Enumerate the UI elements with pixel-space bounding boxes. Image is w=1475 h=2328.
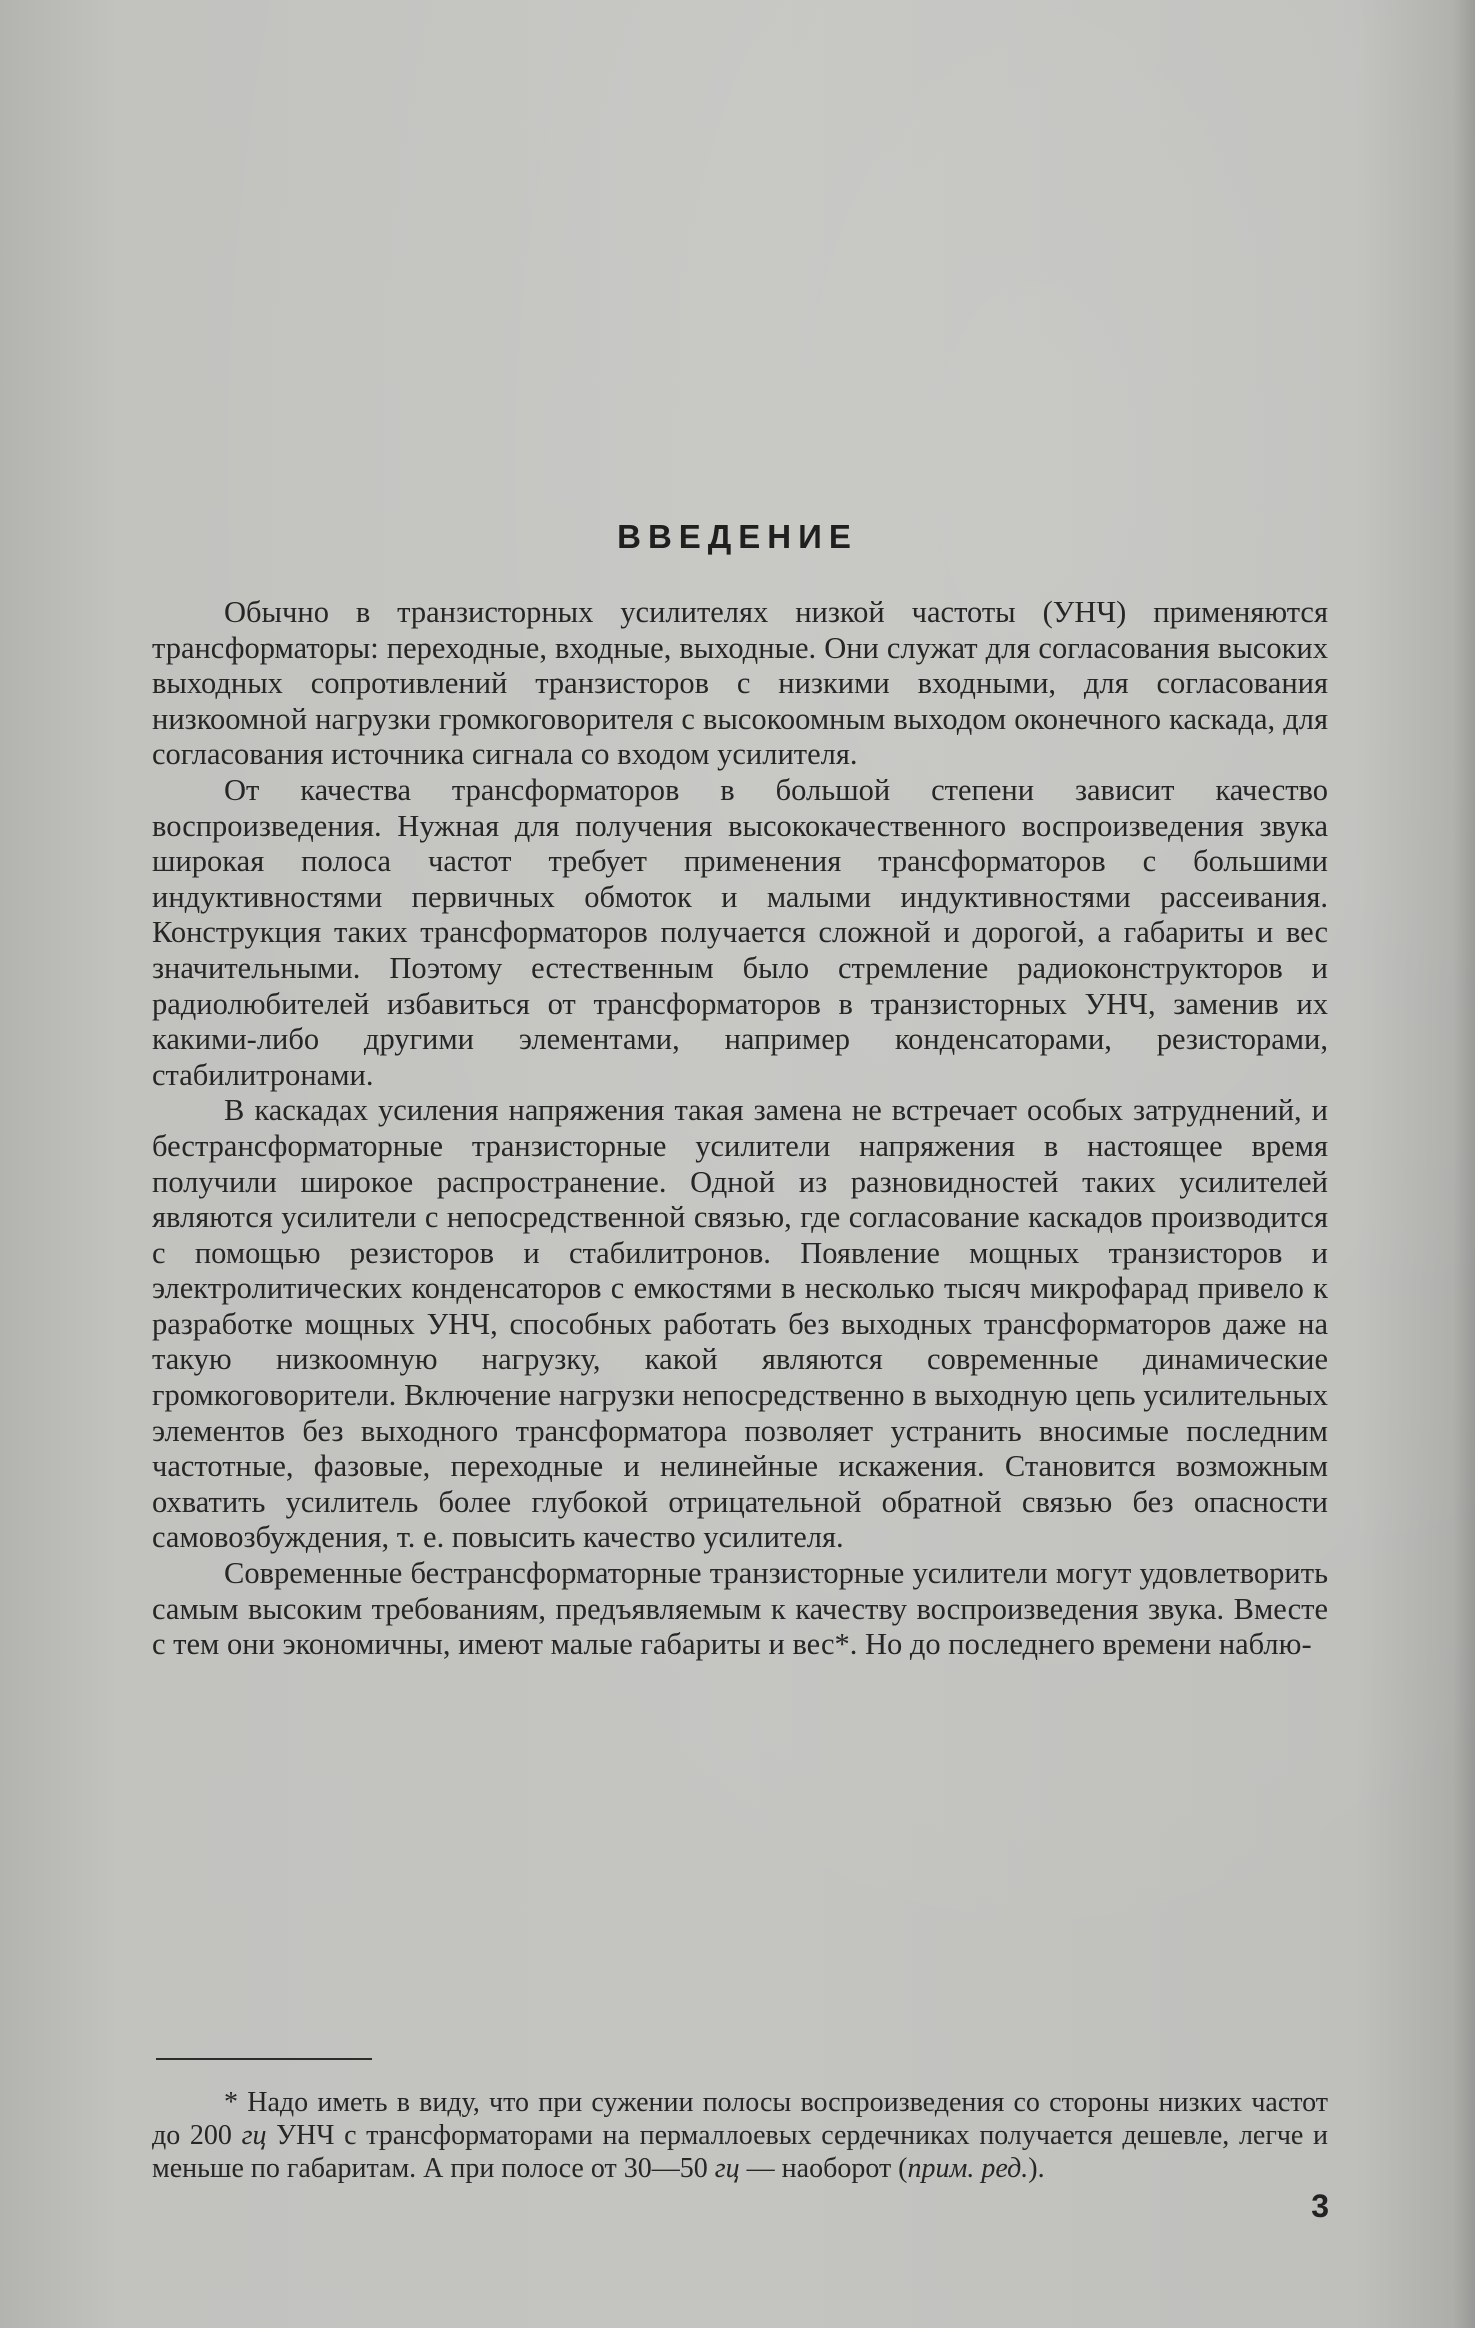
page-number: 3 [1311,2188,1329,2224]
footnote-text-part-1: * Надо иметь в виду, что при сужении полосы воспроизведения со стороны низких частот до 200 [152,2087,1328,2151]
footnote-unit-1: гц [241,2120,267,2151]
paragraph-1: Обычно в транзисторных усилителях низкой частоты (УНЧ) применяются трансформаторы: переходные, входные, выходные. Они служат для согласования высоких выходных сопротивлений транзисторов с низкими входными, для согласования низкоомной нагрузки громкоговорителя с высокоомным выходом оконечного каскада, для согласования источника сигнала со входом усилителя. [152,595,1328,772]
footnote-editor-note: прим. ред. [907,2153,1029,2184]
body-text [152,595,1328,1663]
page-edge-shadow [1453,0,1475,2328]
footnote [152,2086,1328,2185]
chapter-heading: ВВЕДЕНИЕ [617,518,858,555]
footnote-divider [156,2058,372,2060]
paragraph-2: От качества трансформаторов в большой степени зависит качество воспроизведения. Нужная для получения высококачественного воспроизведения звука широкая полоса частот требует применения трансформаторов с большими индуктивностями первичных обмоток и малыми индуктивностями рассеивания. Конструкция таких трансформаторов получается сложной и дорогой, а габариты и вес значительными. Поэтому естественным было стремление радиоконструкторов и радиолюбителей избавиться от трансформаторов в транзисторных УНЧ, заменив их какими-либо другими элементами, например конденсаторами, резисторами, стабилитронами. [152,772,1328,1092]
paragraph-4: Современные бестрансформаторные транзисторные усилители могут удовлетворить самым высоким требованиям, предъявляемым к качеству воспроизведения звука. Вместе с тем они экономичны, имеют малые габариты и вес*. Но до последнего времени наблю- [152,1556,1328,1662]
footnote-unit-2: гц [714,2153,740,2184]
footnote-text-part-4: ). [1028,2153,1045,2184]
paragraph-3: В каскадах усиления напряжения такая замена не встречает особых затруднений, и бестрансформаторные транзисторные усилители напряжения в настоящее время получили широкое распространение. Одной из разновидностей таких усилителей являются усилители с непосредственной связью, где согласование каскадов производится с помощью резисторов и стабилитронов. Появление мощных транзисторов и электролитических конденсаторов с емкостями в несколько тысяч микрофарад привело к разработке мощных УНЧ, способных работать без выходных трансформаторов даже на такую низкоомную нагрузку, какой являются современные динамические громкоговорители. Включение нагрузки непосредственно в выходную цепь усилительных элементов без выходного трансформатора позволяет устранить вносимые последним частотные, фазовые, переходные и нелинейные искажения. Становится возможным охватить усилитель более глубокой отрицательной обратной связью без опасности самовозбуждения, т. е. повысить качество усилителя. [152,1093,1328,1555]
footnote-text-part-2: УНЧ с трансформаторами на пермаллоевых сердечниках получается дешевле, легче и меньше по габаритам. А при полосе от 30—50 [152,2120,1328,2184]
footnote-text-part-3: — наоборот ( [739,2153,908,2184]
